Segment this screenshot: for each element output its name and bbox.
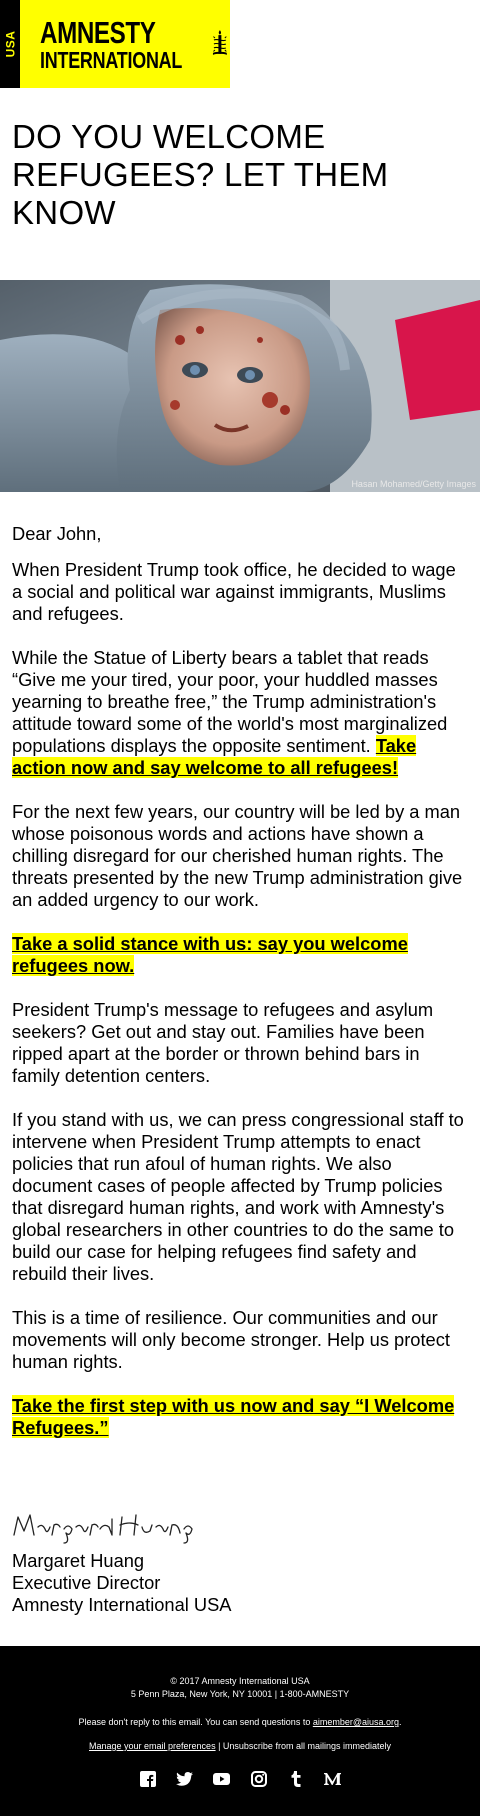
- medium-icon[interactable]: [324, 1770, 342, 1788]
- footer: [0, 1646, 480, 1816]
- instagram-icon[interactable]: [250, 1770, 268, 1788]
- tumblr-icon[interactable]: [287, 1770, 305, 1788]
- signature-org: Amnesty International USA: [12, 1594, 232, 1615]
- signature-block: [12, 1505, 468, 1616]
- footer-noreply: [0, 1716, 480, 1729]
- candle-barbed-wire-icon: [210, 14, 230, 74]
- title-line-1: DO YOU WELCOME: [12, 118, 326, 155]
- title-line-3: KNOW: [12, 194, 116, 231]
- title-line-2: REFUGEES? LET THEM: [12, 156, 389, 193]
- unsubscribe-text[interactable]: | Unsubscribe from all mailings immediately: [215, 1741, 391, 1751]
- footer-period: .: [399, 1717, 402, 1727]
- logo-country: USA: [3, 30, 17, 58]
- footer-preferences: [0, 1740, 480, 1753]
- paragraph-1: When President Trump took office, he decided to wage a social and political war against immigrants, Muslims and refugees.: [12, 559, 456, 624]
- cta-paragraph-1: [12, 933, 468, 977]
- paragraph-4: President Trump's message to refugees and asylum seekers? Get out and stay out. Families have been ripped apart at the border or thrown behind bars in family detention centers.: [12, 999, 434, 1086]
- twitter-icon[interactable]: [176, 1770, 194, 1788]
- handwritten-signature: [12, 1505, 212, 1545]
- facebook-icon[interactable]: [139, 1770, 157, 1788]
- paragraph-2: [12, 647, 468, 779]
- logo-line1: AMNESTY: [40, 14, 156, 50]
- youtube-icon[interactable]: [213, 1770, 231, 1788]
- solid-stance-link[interactable]: Take a solid stance with us: say you welcome refugees now.: [12, 933, 408, 976]
- hero-photo: [0, 280, 480, 492]
- take-action-link[interactable]: Take action now and say welcome to all refugees!: [12, 735, 417, 778]
- logo-country-tab: [0, 0, 20, 88]
- footer-noreply-text: Please don't reply to this email. You can send questions to: [78, 1717, 313, 1727]
- amnesty-logo[interactable]: [0, 0, 480, 88]
- logo-wordmark: [40, 14, 183, 73]
- signature-title: Executive Director: [12, 1572, 161, 1593]
- logo-line2: INTERNATIONAL: [40, 46, 183, 73]
- footer-copyright: © 2017 Amnesty International USA: [170, 1676, 310, 1686]
- paragraph-2-text: While the Statue of Liberty bears a tablet that reads “Give me your tired, your poor, your huddled masses yearning to breathe free,” the Trump administration's attitude toward some of the world's most marginalized populations displays the opposite sentiment.: [12, 647, 448, 756]
- paragraph-6: This is a time of resilience. Our communities and our movements will only become stronger. Help us protect human rights.: [12, 1307, 450, 1372]
- paragraph-5: If you stand with us, we can press congressional staff to intervene when President Trump attempts to enact policies that run afoul of human rights. We also document cases of people affected by Trump policies that disregard human rights, and work with Amnesty's global researchers in other countries to do the same to build our case for helping refugees find safety and rebuild their lives.: [12, 1109, 464, 1284]
- first-step-link[interactable]: Take the first step with us now and say “I Welcome Refugees.”: [12, 1395, 455, 1438]
- photo-credit: Hasan Mohamed/Getty Images: [351, 479, 476, 489]
- footer-email-link[interactable]: aimember@aiusa.org: [312, 1717, 400, 1727]
- footer-address: 5 Penn Plaza, New York, NY 10001 | 1-800-AMNESTY: [130, 1689, 350, 1699]
- letter-body: [0, 523, 480, 1616]
- manage-preferences-link[interactable]: Manage your email preferences: [89, 1741, 216, 1751]
- hero-image[interactable]: [0, 280, 480, 492]
- cta-paragraph-2: [12, 1395, 468, 1439]
- logo-box: [20, 0, 230, 88]
- paragraph-3: For the next few years, our country will be led by a man whose poisonous words and actions have shown a chilling disregard for our cherished human rights. The threats presented by the new Trump administration give an added urgency to our work.: [12, 801, 463, 910]
- signature-name: Margaret Huang: [12, 1550, 145, 1571]
- social-links: [0, 1770, 480, 1788]
- page-title: [12, 118, 392, 232]
- greeting: Dear John,: [12, 523, 102, 544]
